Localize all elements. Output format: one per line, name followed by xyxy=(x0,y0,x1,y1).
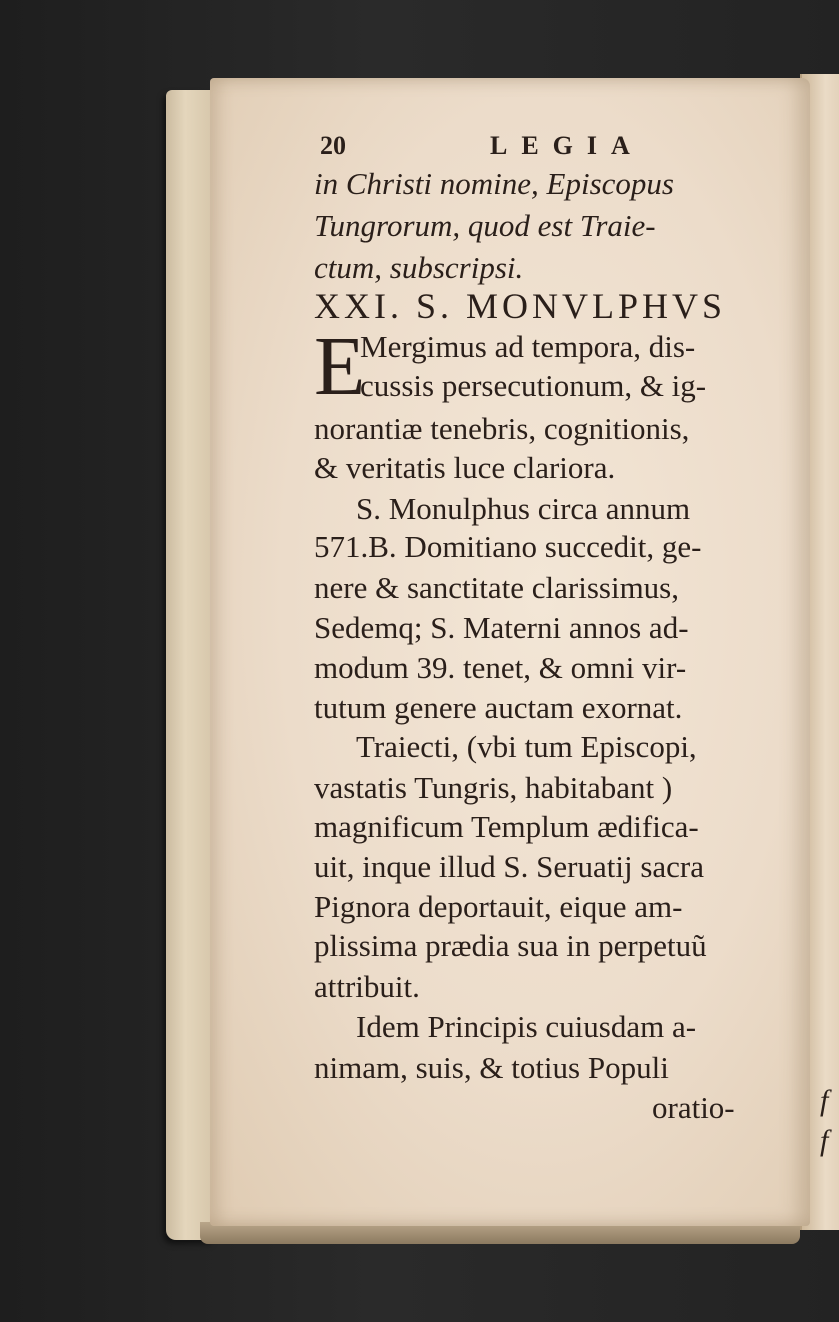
body-line: Sedemq; S. Materni annos ad- xyxy=(314,610,689,645)
body-line: & veritatis luce clariora. xyxy=(314,450,616,485)
italic-line: Tungrorum, quod est Traie- xyxy=(314,208,656,243)
body-line: cussis persecutionum, & ig- xyxy=(360,368,707,403)
body-line: norantiæ tenebris, cognitionis, xyxy=(314,411,690,446)
body-line: tutum genere auctam exornat. xyxy=(314,690,683,725)
facing-page-fragment: f xyxy=(820,1124,829,1157)
italic-line: in Christi nomine, Episcopus xyxy=(314,166,674,201)
body-line: modum 39. tenet, & omni vir- xyxy=(314,650,687,685)
body-line: uit, inque illud S. Seruatij sacra xyxy=(314,849,705,884)
body-line: Traiecti, (vbi tum Episcopi, xyxy=(356,729,697,764)
body-line: attribuit. xyxy=(314,969,420,1004)
page-number: 20 xyxy=(320,131,346,160)
body-line: nere & sanctitate clarissimus, xyxy=(314,570,679,605)
body-line: Mergimus ad tempora, dis- xyxy=(360,329,696,364)
section-heading: XXI. S. MONVLPHVS xyxy=(314,286,727,326)
body-line: Pignora deportauit, eique am- xyxy=(314,889,683,924)
drop-cap: E xyxy=(314,320,366,413)
body-line: magnificum Templum ædifica- xyxy=(314,809,699,844)
body-line: 571.B. Domitiano succedit, ge- xyxy=(314,529,702,564)
body-line: plissima prædia sua in perpetuũ xyxy=(314,928,707,963)
running-head: LEGIA xyxy=(490,131,644,160)
italic-line: ctum, subscripsi. xyxy=(314,250,524,285)
body-line: vastatis Tungris, habitabant ) xyxy=(314,770,673,805)
catchword: oratio- xyxy=(652,1090,735,1125)
body-line: S. Monulphus circa annum xyxy=(356,491,691,526)
facing-page-fragment: f xyxy=(820,1084,829,1117)
body-line: Idem Principis cuiusdam a- xyxy=(356,1009,697,1044)
body-line: nimam, suis, & totius Populi xyxy=(314,1050,669,1085)
